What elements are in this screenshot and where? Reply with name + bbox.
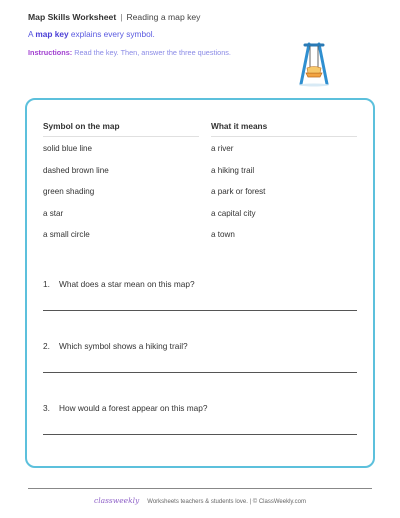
answer-line[interactable] — [43, 434, 357, 435]
question-number: 1. — [43, 279, 50, 289]
instructions-label: Instructions: — [28, 48, 73, 57]
meaning-cell: a town — [211, 230, 235, 239]
map-key-card — [25, 98, 375, 468]
meaning-cell: a capital city — [211, 208, 256, 218]
footer — [0, 496, 400, 505]
tagline — [28, 29, 288, 40]
question-text — [43, 402, 357, 414]
meaning-cell: a river — [211, 144, 234, 153]
brand-logo: classweekly — [94, 496, 140, 505]
title-row — [28, 11, 288, 23]
question-prompt: Which symbol shows a hiking trail? — [59, 341, 188, 351]
meaning-cell: a hiking trail — [211, 165, 255, 175]
question-number: 3. — [43, 403, 50, 413]
worksheet-header — [28, 11, 288, 58]
answer-line[interactable] — [43, 310, 357, 311]
symbol-cell: dashed brown line — [43, 165, 109, 175]
worksheet-title: Map Skills Worksheet — [28, 12, 117, 22]
symbol-cell: a small circle — [43, 230, 90, 239]
question-number: 2. — [43, 341, 50, 351]
tagline-prefix: A — [28, 29, 36, 39]
symbol-cell: a star — [43, 208, 64, 218]
question-1 — [43, 278, 357, 311]
question-prompt: What does a star mean on this map? — [59, 279, 195, 289]
meaning-column — [211, 120, 357, 241]
column-header-meaning: What it means — [211, 120, 357, 137]
title-separator: | — [120, 12, 123, 22]
column-header-symbol: Symbol on the map — [43, 120, 199, 137]
question-prompt: How would a forest appear on this map? — [59, 403, 208, 413]
answer-line[interactable] — [43, 372, 357, 373]
instructions — [28, 48, 288, 58]
symbol-cell: green shading — [43, 187, 95, 196]
worksheet-subtitle: Reading a map key — [126, 12, 201, 22]
symbol-column — [43, 120, 199, 241]
swing-set-icon — [295, 40, 333, 88]
tagline-bold: map key — [35, 29, 69, 39]
meaning-cell: a park or forest — [211, 187, 266, 196]
instructions-text: Read the key. Then, answer the three questions. — [72, 48, 231, 57]
question-text — [43, 278, 357, 290]
question-text — [43, 340, 357, 352]
footer-text: Worksheets teachers & students love. | © ClassWeekly.com — [147, 499, 306, 505]
tagline-suffix: explains every symbol. — [68, 29, 155, 39]
question-2 — [43, 340, 357, 373]
footer-divider — [28, 488, 372, 489]
question-3 — [43, 402, 357, 435]
symbol-cell: solid blue line — [43, 144, 93, 153]
